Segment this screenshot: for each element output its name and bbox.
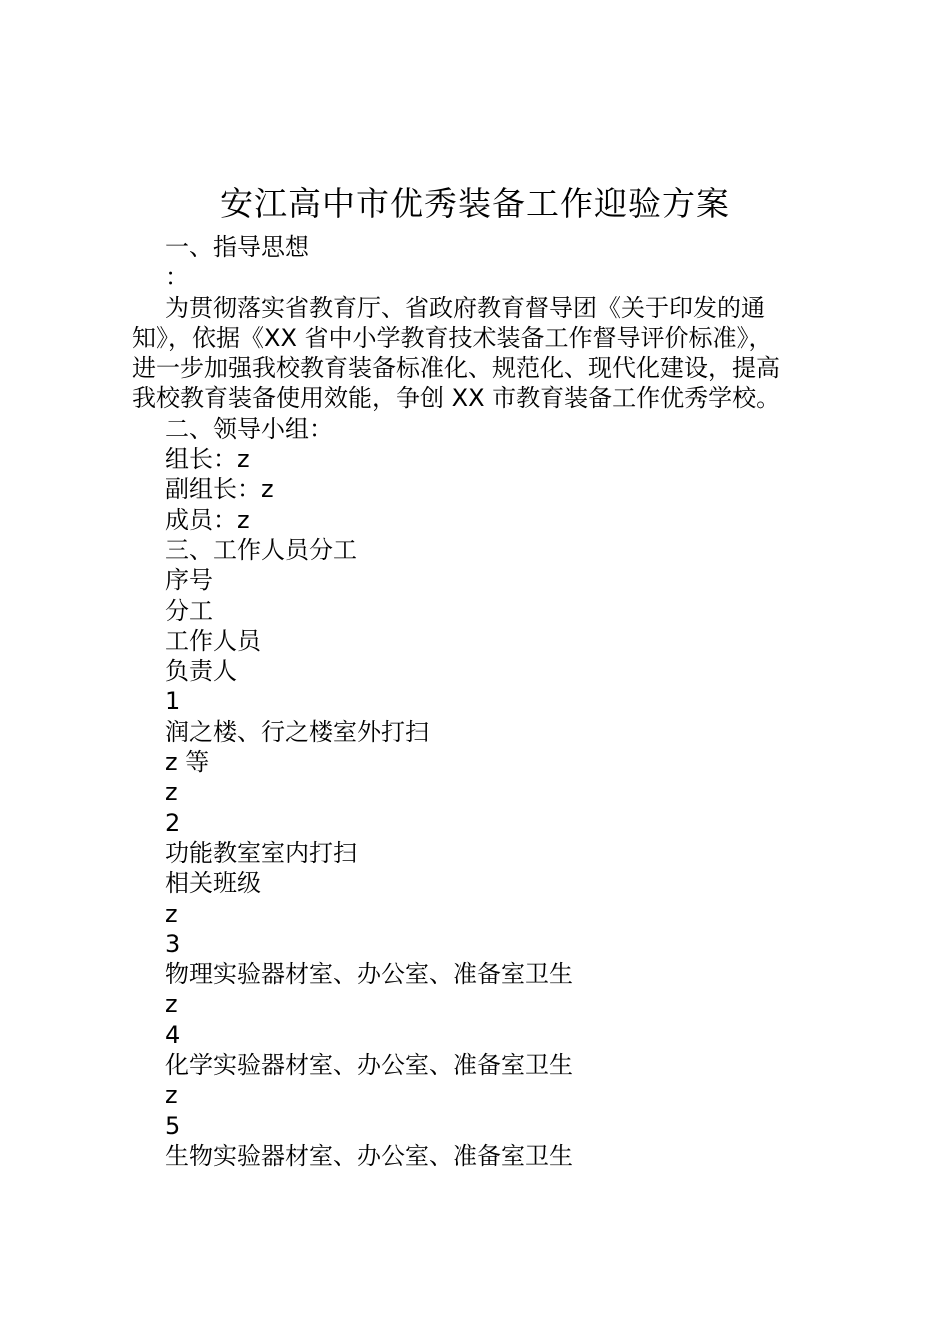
table-cell: 生物实验器材室、办公室、准备室卫生 — [165, 1141, 573, 1170]
paragraph-line: 我校教育装备使用效能，争创 XX 市教育装备工作优秀学校。 — [132, 384, 781, 413]
table-cell: 物理实验器材室、办公室、准备室卫生 — [165, 960, 573, 989]
table-cell: 相关班级 — [165, 869, 261, 898]
members-line: 成员：z — [165, 505, 250, 534]
table-header-cell: 负责人 — [165, 657, 237, 686]
table-cell: 2 — [165, 808, 181, 837]
document-body — [132, 232, 832, 1171]
table-cell: 5 — [165, 1111, 181, 1140]
table-cell: 4 — [165, 1020, 181, 1049]
document-title: 安江高中市优秀装备工作迎验方案 — [220, 184, 730, 223]
paragraph-line: 进一步加强我校教育装备标准化、规范化、现代化建设，提高 — [132, 354, 780, 383]
table-cell: z — [165, 899, 178, 928]
table-cell: z — [165, 990, 178, 1019]
table-cell: 功能教室室内打扫 — [165, 838, 357, 867]
table-cell: z — [165, 778, 178, 807]
table-header-cell: 分工 — [165, 596, 213, 625]
table-cell: 润之楼、行之楼室外打扫 — [165, 717, 429, 746]
table-cell: 3 — [165, 929, 181, 958]
table-cell: 化学实验器材室、办公室、准备室卫生 — [165, 1051, 573, 1080]
section-heading-guiding-ideology: 一、指导思想 — [165, 233, 309, 261]
table-header-cell: 序号 — [165, 566, 213, 595]
paragraph-line: 知》，依据《XX 省中小学教育技术装备工作督导评价标准》， — [132, 323, 773, 352]
section-heading-leadership-group: 二、领导小组： — [165, 414, 333, 443]
section-heading-staff-division: 三、工作人员分工 — [165, 535, 357, 564]
table-cell: z — [165, 1081, 178, 1110]
colon-line: ： — [165, 263, 189, 292]
paragraph-line: 为贯彻落实省教育厅、省政府教育督导团《关于印发的通 — [165, 293, 765, 322]
leader-line: 组长：z — [165, 445, 250, 474]
table-cell: 1 — [165, 687, 181, 716]
deputy-leader-line: 副组长：z — [165, 475, 274, 504]
table-cell: z 等 — [165, 748, 210, 777]
table-header-cell: 工作人员 — [165, 626, 261, 655]
